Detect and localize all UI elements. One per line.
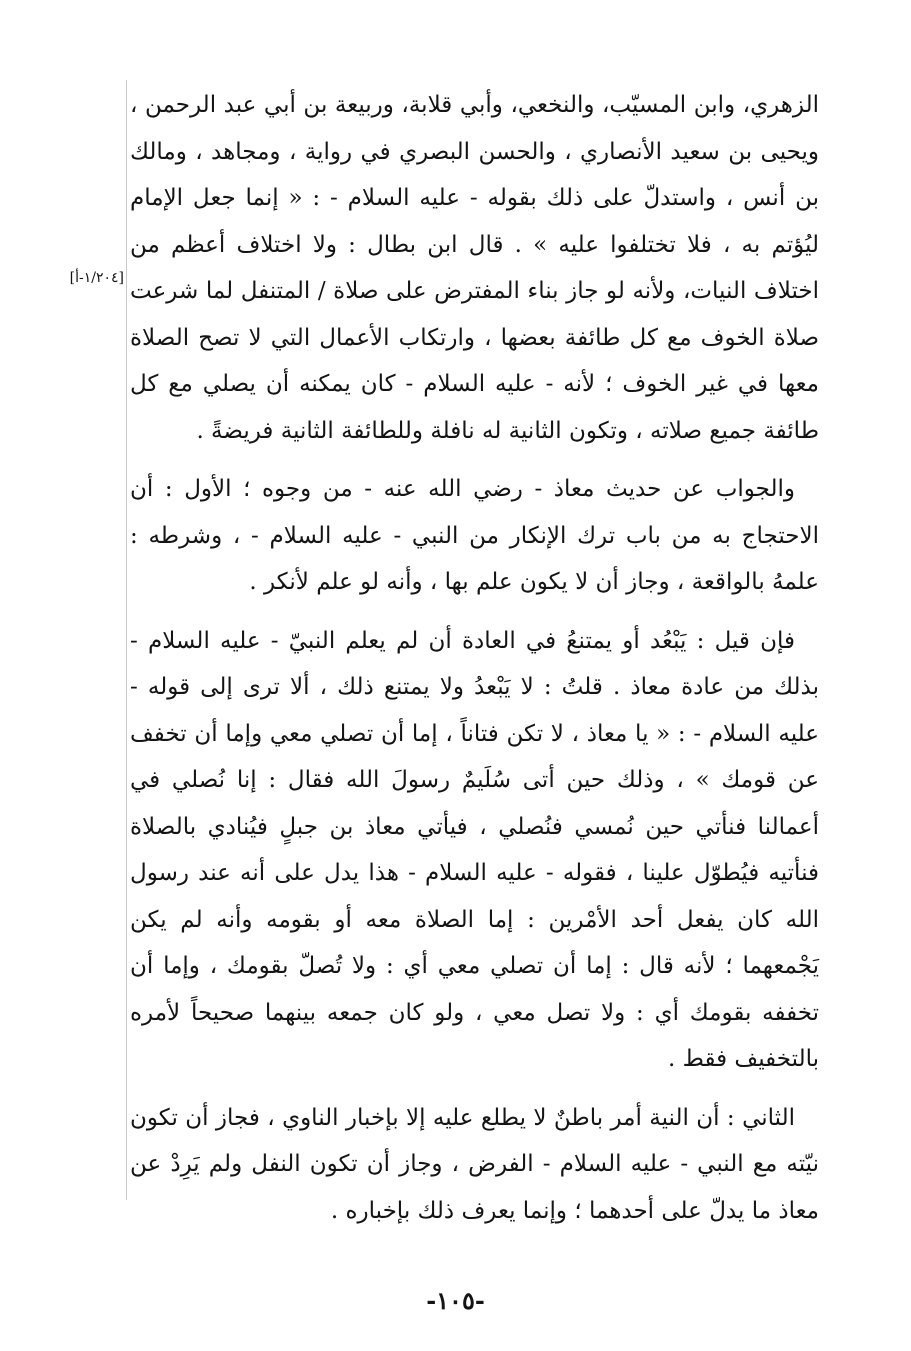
paragraph-2: والجواب عن حديث معاذ - رضي الله عنه - من وجوه ؛ الأول : أن الاحتجاج به من باب ترك الإنكار من النبي - عليه السلام - ، وشرطه : علمهُ بالواقعة ، وجاز أن لا يكون علم بها ، وأنه لو علم لأنكر .: [130, 476, 819, 595]
margin-divider: [126, 80, 127, 1200]
manuscript-folio-note: [١/٢٠٤-أ]: [69, 270, 124, 286]
paragraph-4: الثاني : أن النية أمر باطنٌ لا يطلع عليه إلا بإخبار الناوي ، فجاز أن تكون نيّته مع النبي - عليه السلام - الفرض ، وجاز أن تكون النفل ولم يَرِدْ عن معاذ ما يدلّ على أحدهما ؛ وإنما يعرف ذلك بإخباره .: [130, 1104, 819, 1224]
page-number: -١٠٥-: [426, 1286, 485, 1315]
body-text: [130, 82, 819, 1234]
paragraph-3: فإن قيل : يَبْعُد أو يمتنعُ في العادة أن لم يعلم النبيّ - عليه السلام - بذلك من عادة معاذ . قلتُ : لا يَبْعدُ ولا يمتنع ذلك ، ألا ترى إلى قوله - عليه السلام - : « يا معاذ ، لا تكن فتاناً ، إما أن تصلي معي وإما أن تخفف عن قومك » ، وذلك حين أتى سُلَيمٌ رسولَ الله فقال : إنا نُصلي في أعمالنا فنأتي حين نُمسي فنُصلي ، فيأتي معاذ بن جبلٍ فيُنادي بالصلاة فنأتيه فيُطوّل علينا ، فقوله - عليه السلام - هذا يدل على أنه عند رسول الله كان يفعل أحد الأمْرين : إما الصلاة معه أو بقومه وأنه لم يكن يَجْمعهما ؛ لأنه قال : إما أن تصلي معي أي : ولا تُصلّ بقومك ، وإما أن تخففه بقومك أي : ولا تصل معي ، ولو كان جمعه بينهما صحيحاً لأمره بالتخفيف فقط .: [130, 627, 819, 1072]
paragraph-1: الزهري، وابن المسيّب، والنخعي، وأبي قلابة، وربيعة بن أبي عبد الرحمن ، ويحيى بن سعيد الأنصاري ، والحسن البصري في رواية ، ومجاهد ، ومالك بن أنس ، واستدلّ على ذلك بقوله - عليه السلام - : « إنما جعل الإمام ليُؤتم به ، فلا تختلفوا عليه » . قال ابن بطال : ولا اختلاف أعظم من اختلاف النيات، ولأنه لو جاز بناء المفترض على صلاة / المتنفل لما شرعت صلاة الخوف مع كل طائفة بعضها ، وارتكاب الأعمال التي لا تصح الصلاة معها في غير الخوف ؛ لأنه - عليه السلام - كان يمكنه أن يصلي مع كل طائفة جميع صلاته ، وتكون الثانية له نافلة وللطائفة الثانية فريضةً .: [130, 92, 819, 444]
